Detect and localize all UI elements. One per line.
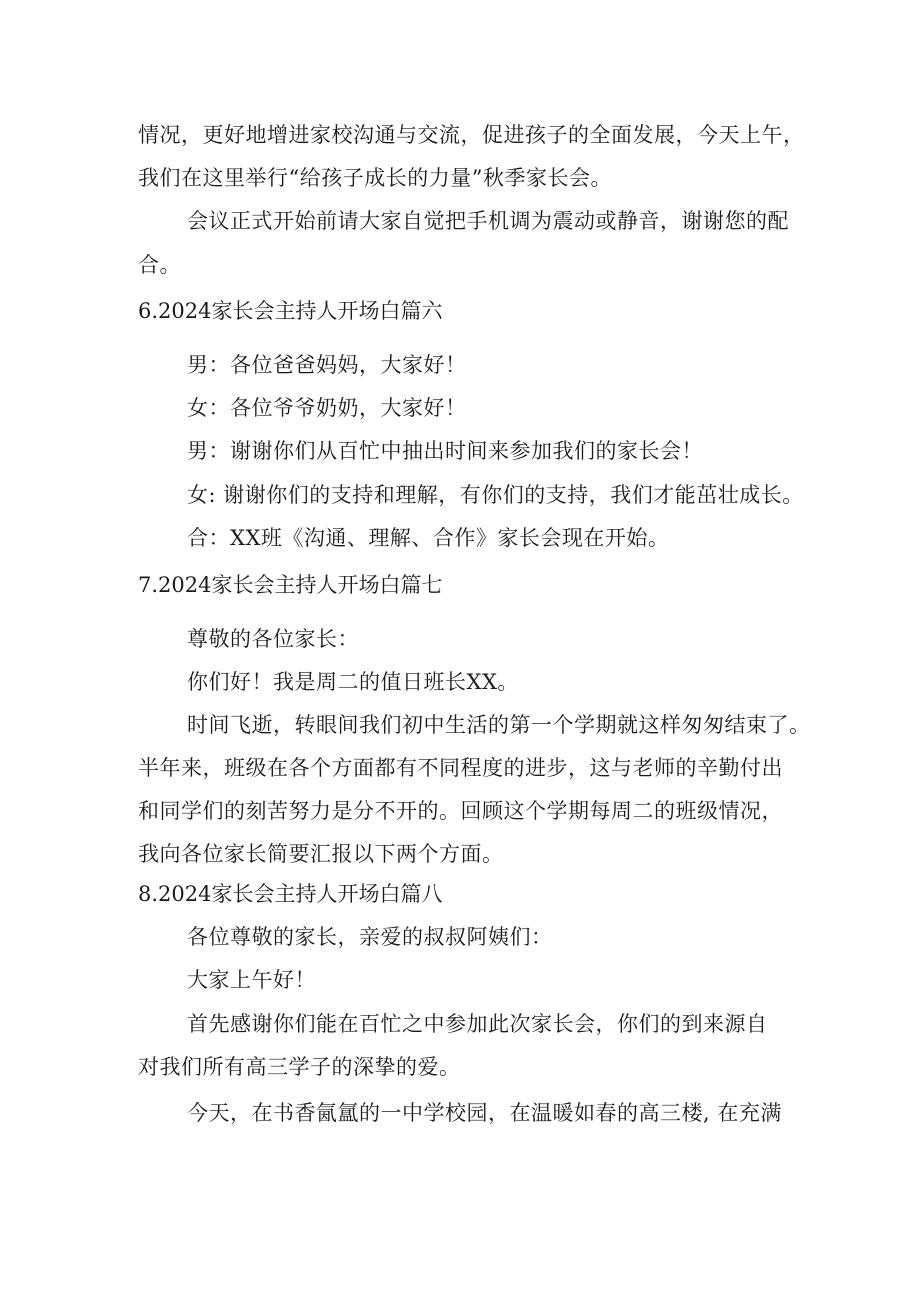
dialogue-line: 男：各位爸爸妈妈，大家好！ <box>187 353 467 377</box>
dialogue-line: 女: 谢谢你们的支持和理解，有你们的支持，我们才能茁壮成长。 <box>187 483 804 507</box>
paragraph-line: 首先感谢你们能在百忙之中参加此次家长会，你们的到来源自 <box>187 1012 768 1036</box>
section-heading: 6.2024家长会主持人开场白篇六 <box>138 299 443 323</box>
paragraph-line: 半年来，班级在各个方面都有不同程度的进步，这与老师的辛勤付出 <box>138 756 783 780</box>
dialogue-line: 男：谢谢你们从百忙中抽出时间来参加我们的家长会！ <box>187 439 703 463</box>
section-heading: 7.2024家长会主持人开场白篇七 <box>138 573 443 597</box>
paragraph-line: 合。 <box>138 253 181 277</box>
paragraph-line: 我们在这里举行“给孩子成长的力量”秋季家长会。 <box>138 166 612 190</box>
paragraph-line: 今天，在书香氤氲的一中学校园，在温暖如春的高三楼, 在充满 <box>187 1101 782 1125</box>
paragraph-line: 时间飞逝，转眼间我们初中生活的第一个学期就这样匆匆结束了。 <box>187 713 811 737</box>
paragraph-line: 我向各位家长简要汇报以下两个方面。 <box>138 842 504 866</box>
section-heading: 8.2024家长会主持人开场白篇八 <box>138 882 443 906</box>
paragraph-line: 会议正式开始前请大家自觉把手机调为震动或静音，谢谢您的配 <box>187 209 789 233</box>
paragraph-line: 情况，更好地增进家校沟通与交流，促进孩子的全面发展，今天上午， <box>138 123 805 147</box>
paragraph-line: 尊敬的各位家长： <box>187 627 359 651</box>
dialogue-line: 合：XX班《沟通、理解、合作》家长会现在开始。 <box>187 526 670 550</box>
paragraph-line: 对我们所有高三学子的深挚的爱。 <box>138 1055 461 1079</box>
paragraph-line: 大家上午好！ <box>187 968 316 992</box>
paragraph-line: 各位尊敬的家长，亲爱的叔叔阿姨们： <box>187 925 553 949</box>
dialogue-line: 女：各位爷爷奶奶，大家好！ <box>187 396 467 420</box>
paragraph-line: 和同学们的刻苦努力是分不开的。回顾这个学期每周二的班级情况， <box>138 799 783 823</box>
paragraph-line: 你们好！我是周二的值日班长XX。 <box>187 670 519 694</box>
